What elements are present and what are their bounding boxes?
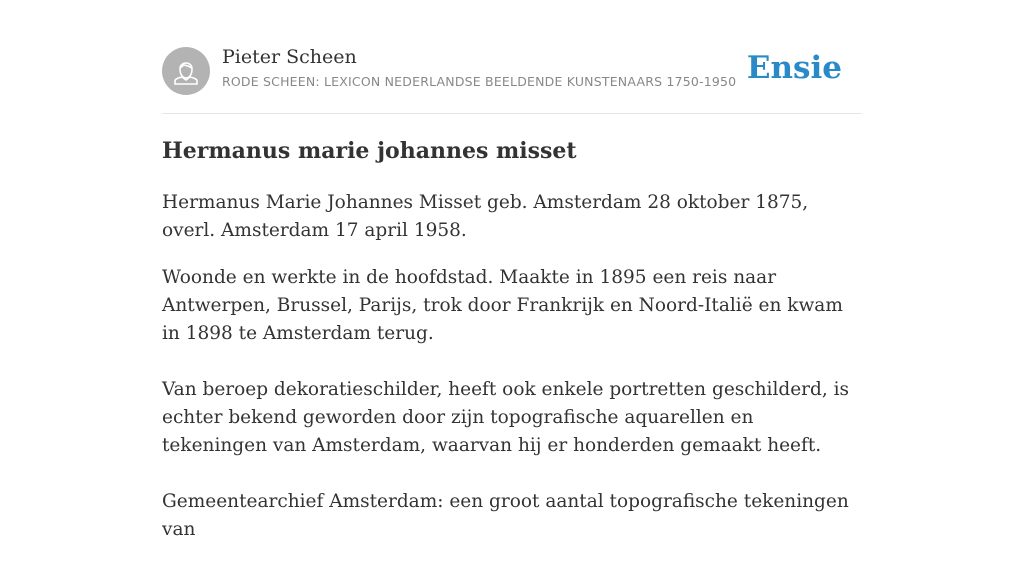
- article-title: Hermanus marie johannes misset: [162, 138, 577, 164]
- article-paragraph: Woonde en werkte in de hoofdstad. Maakte in 1895 een reis naar Antwerpen, Brussel, Parijs, trok door Frankrijk en Noord-Italië en kwam in 1898 te Amsterdam terug.: [162, 267, 843, 344]
- article-paragraph: Gemeentearchief Amsterdam: een groot aantal topografische tekeningen van: [162, 491, 849, 540]
- article-body: [162, 189, 862, 563]
- user-silhouette-icon[interactable]: [162, 47, 210, 95]
- brand-logo[interactable]: Ensie: [746, 50, 842, 86]
- author-name[interactable]: Pieter Scheen: [222, 46, 357, 68]
- source-title[interactable]: RODE SCHEEN: LEXICON NEDERLANDSE BEELDENDE KUNSTENAARS 1750-1950: [222, 74, 737, 89]
- article-paragraph: Hermanus Marie Johannes Misset geb. Amsterdam 28 oktober 1875, overl. Amsterdam 17 april 1958.: [162, 192, 809, 241]
- header-divider: [162, 113, 862, 114]
- article-header: [162, 46, 862, 96]
- article-paragraph: Van beroep dekoratieschilder, heeft ook enkele portretten geschilderd, is echter bekend geworden door zijn topografische aquarellen en tekeningen van Amsterdam, waarvan hij er honderden gemaakt heeft.: [162, 379, 850, 456]
